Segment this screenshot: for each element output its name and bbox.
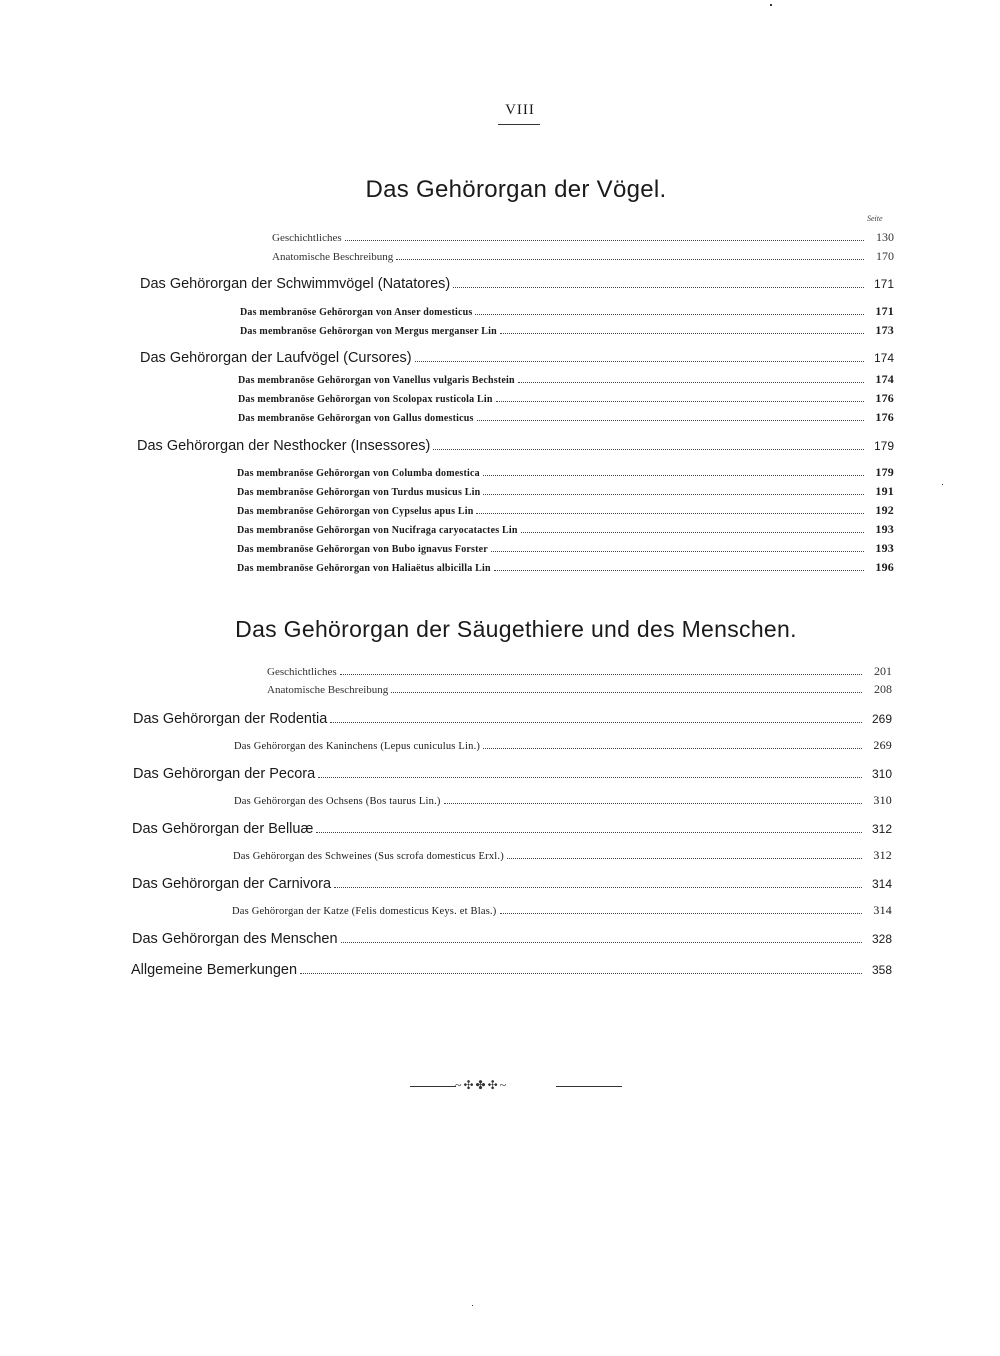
entry-page: 170 <box>876 249 894 263</box>
leader-dots <box>391 692 862 693</box>
subentry-label: Das membranöse Gehörorgan von Haliaëtus albicilla Lin <box>237 563 491 574</box>
toc-subentry[interactable] <box>238 372 894 387</box>
toc-section[interactable] <box>132 931 892 947</box>
subentry-page: 176 <box>875 410 894 424</box>
section-page: 179 <box>873 439 894 453</box>
subentry-page: 310 <box>873 793 892 807</box>
toc-subentry[interactable] <box>234 738 892 753</box>
subentry-label: Das Gehörorgan der Katze (Felis domesticus Keys. et Blas.) <box>232 906 497 917</box>
subentry-page: 196 <box>875 560 894 574</box>
section-label: Allgemeine Bemerkungen <box>131 962 298 978</box>
subentry-page: 193 <box>875 541 894 555</box>
subentry-page: 176 <box>875 391 894 405</box>
leader-dots <box>476 513 864 514</box>
section-page: 269 <box>871 712 892 726</box>
leader-dots <box>475 314 864 315</box>
toc-subentry[interactable] <box>240 323 894 338</box>
page-number: VIII <box>505 102 535 118</box>
toc-subentry[interactable] <box>237 484 894 499</box>
toc-section[interactable] <box>133 711 892 727</box>
subentry-label: Das membranöse Gehörorgan von Vanellus vulgaris Bechstein <box>238 375 515 386</box>
leader-dots <box>500 913 862 914</box>
subentry-page: 312 <box>873 848 892 862</box>
leader-dots <box>453 287 864 288</box>
section-page: 174 <box>873 351 894 365</box>
toc-subentry[interactable] <box>233 848 892 863</box>
leader-dots <box>341 942 862 943</box>
leader-dots <box>334 887 862 888</box>
toc-subentry[interactable] <box>232 903 892 918</box>
subentry-label: Das membranöse Gehörorgan von Anser domesticus <box>240 307 473 318</box>
section-label: Das Gehörorgan der Laufvögel (Cursores) <box>140 350 412 366</box>
leader-dots <box>500 333 864 334</box>
entry-page: 201 <box>874 664 892 678</box>
section-page: 328 <box>871 932 892 946</box>
section-label: Das Gehörorgan des Menschen <box>132 931 338 947</box>
subentry-label: Das membranöse Gehörorgan von Columba domestica <box>237 468 480 479</box>
toc-section[interactable] <box>137 438 894 454</box>
subentry-label: Das membranöse Gehörorgan von Gallus domesticus <box>238 413 474 424</box>
leader-dots <box>318 777 862 778</box>
subentry-page: 171 <box>875 304 894 318</box>
leader-dots <box>415 361 864 362</box>
subentry-page: 179 <box>875 465 894 479</box>
section-label: Das Gehörorgan der Belluæ <box>132 821 314 837</box>
section-page: 310 <box>871 767 892 781</box>
scan-speck <box>770 4 772 6</box>
entry-label: Geschichtliches <box>272 232 342 244</box>
toc-entry-intro[interactable] <box>272 249 894 264</box>
section-label: Das Gehörorgan der Carnivora <box>132 876 332 892</box>
leader-dots <box>316 832 862 833</box>
leader-dots <box>396 259 864 260</box>
leader-dots <box>330 722 862 723</box>
subentry-page: 192 <box>875 503 894 517</box>
toc-subentry[interactable] <box>238 391 894 406</box>
section-label: Das Gehörorgan der Nesthocker (Insessores) <box>137 438 431 454</box>
subentry-label: Das Gehörorgan des Kaninchens (Lepus cuniculus Lin.) <box>234 741 481 752</box>
section-label: Das Gehörorgan der Rodentia <box>133 711 328 727</box>
entry-label: Anatomische Beschreibung <box>272 251 394 263</box>
toc-entry-intro[interactable] <box>267 682 892 697</box>
subentry-label: Das membranöse Gehörorgan von Nucifraga caryocatactes Lin <box>237 525 518 536</box>
section-label: Das Gehörorgan der Pecora <box>133 766 316 782</box>
scan-speck <box>942 484 943 485</box>
toc-section[interactable] <box>131 962 892 978</box>
toc-subentry[interactable] <box>237 560 894 575</box>
part2-title: Das Gehörorgan der Säugethiere und des Menschen. <box>235 616 797 642</box>
scan-speck <box>472 1305 473 1306</box>
toc-subentry[interactable] <box>238 410 894 425</box>
subentry-label: Das Gehörorgan des Ochsens (Bos taurus Lin.) <box>234 796 441 807</box>
leader-dots <box>521 532 864 533</box>
leader-dots <box>345 240 864 241</box>
subentry-label: Das membranöse Gehörorgan von Bubo ignavus Forster <box>237 544 488 555</box>
subentry-label: Das membranöse Gehörorgan von Mergus merganser Lin <box>240 326 497 337</box>
seite-label: Seite <box>867 214 883 223</box>
toc-section[interactable] <box>140 350 894 366</box>
subentry-page: 191 <box>875 484 894 498</box>
toc-subentry[interactable] <box>237 465 894 480</box>
toc-entry-intro[interactable] <box>272 230 894 245</box>
subentry-label: Das membranöse Gehörorgan von Scolopax rusticola Lin <box>238 394 493 405</box>
toc-section[interactable] <box>132 821 892 837</box>
subentry-page: 173 <box>875 323 894 337</box>
page-number-rule <box>498 124 540 126</box>
section-page: 358 <box>871 963 892 977</box>
leader-dots <box>483 748 862 749</box>
toc-subentry[interactable] <box>234 793 892 808</box>
section-page: 312 <box>871 822 892 836</box>
subentry-page: 174 <box>875 372 894 386</box>
leader-dots <box>491 551 864 552</box>
leader-dots <box>477 420 864 421</box>
subentry-page: 314 <box>873 903 892 917</box>
toc-entry-intro[interactable] <box>267 664 892 679</box>
ornament-right-line <box>556 1086 622 1088</box>
toc-subentry[interactable] <box>237 522 894 537</box>
leader-dots <box>300 973 862 974</box>
subentry-label: Das Gehörorgan des Schweines (Sus scrofa domesticus Erxl.) <box>233 851 504 862</box>
leader-dots <box>433 449 864 450</box>
subentry-page: 269 <box>873 738 892 752</box>
section-label: Das Gehörorgan der Schwimmvögel (Natatores) <box>140 276 451 292</box>
toc-section[interactable] <box>133 766 892 782</box>
subentry-page: 193 <box>875 522 894 536</box>
ornament-left-line <box>410 1086 456 1088</box>
leader-dots <box>507 858 862 859</box>
entry-page: 130 <box>876 230 894 244</box>
subentry-label: Das membranöse Gehörorgan von Turdus musicus Lin <box>237 487 481 498</box>
section-page: 171 <box>873 277 894 291</box>
leader-dots <box>340 674 862 675</box>
section-page: 314 <box>871 877 892 891</box>
toc-subentry[interactable] <box>237 503 894 518</box>
toc-subentry[interactable] <box>237 541 894 556</box>
leader-dots <box>483 494 864 495</box>
leader-dots <box>494 570 864 571</box>
ornament-flourish: ~✣✤✣~ <box>455 1078 509 1092</box>
toc-section[interactable] <box>132 876 892 892</box>
part1-title: Das Gehörorgan der Vögel. <box>365 176 667 203</box>
leader-dots <box>483 475 864 476</box>
subentry-label: Das membranöse Gehörorgan von Cypselus apus Lin <box>237 506 474 517</box>
entry-label: Geschichtliches <box>267 666 337 678</box>
leader-dots <box>444 803 862 804</box>
leader-dots <box>496 401 864 402</box>
toc-section[interactable] <box>140 276 894 292</box>
entry-page: 208 <box>874 682 892 696</box>
entry-label: Anatomische Beschreibung <box>267 684 389 696</box>
toc-subentry[interactable] <box>240 304 894 319</box>
leader-dots <box>518 382 864 383</box>
